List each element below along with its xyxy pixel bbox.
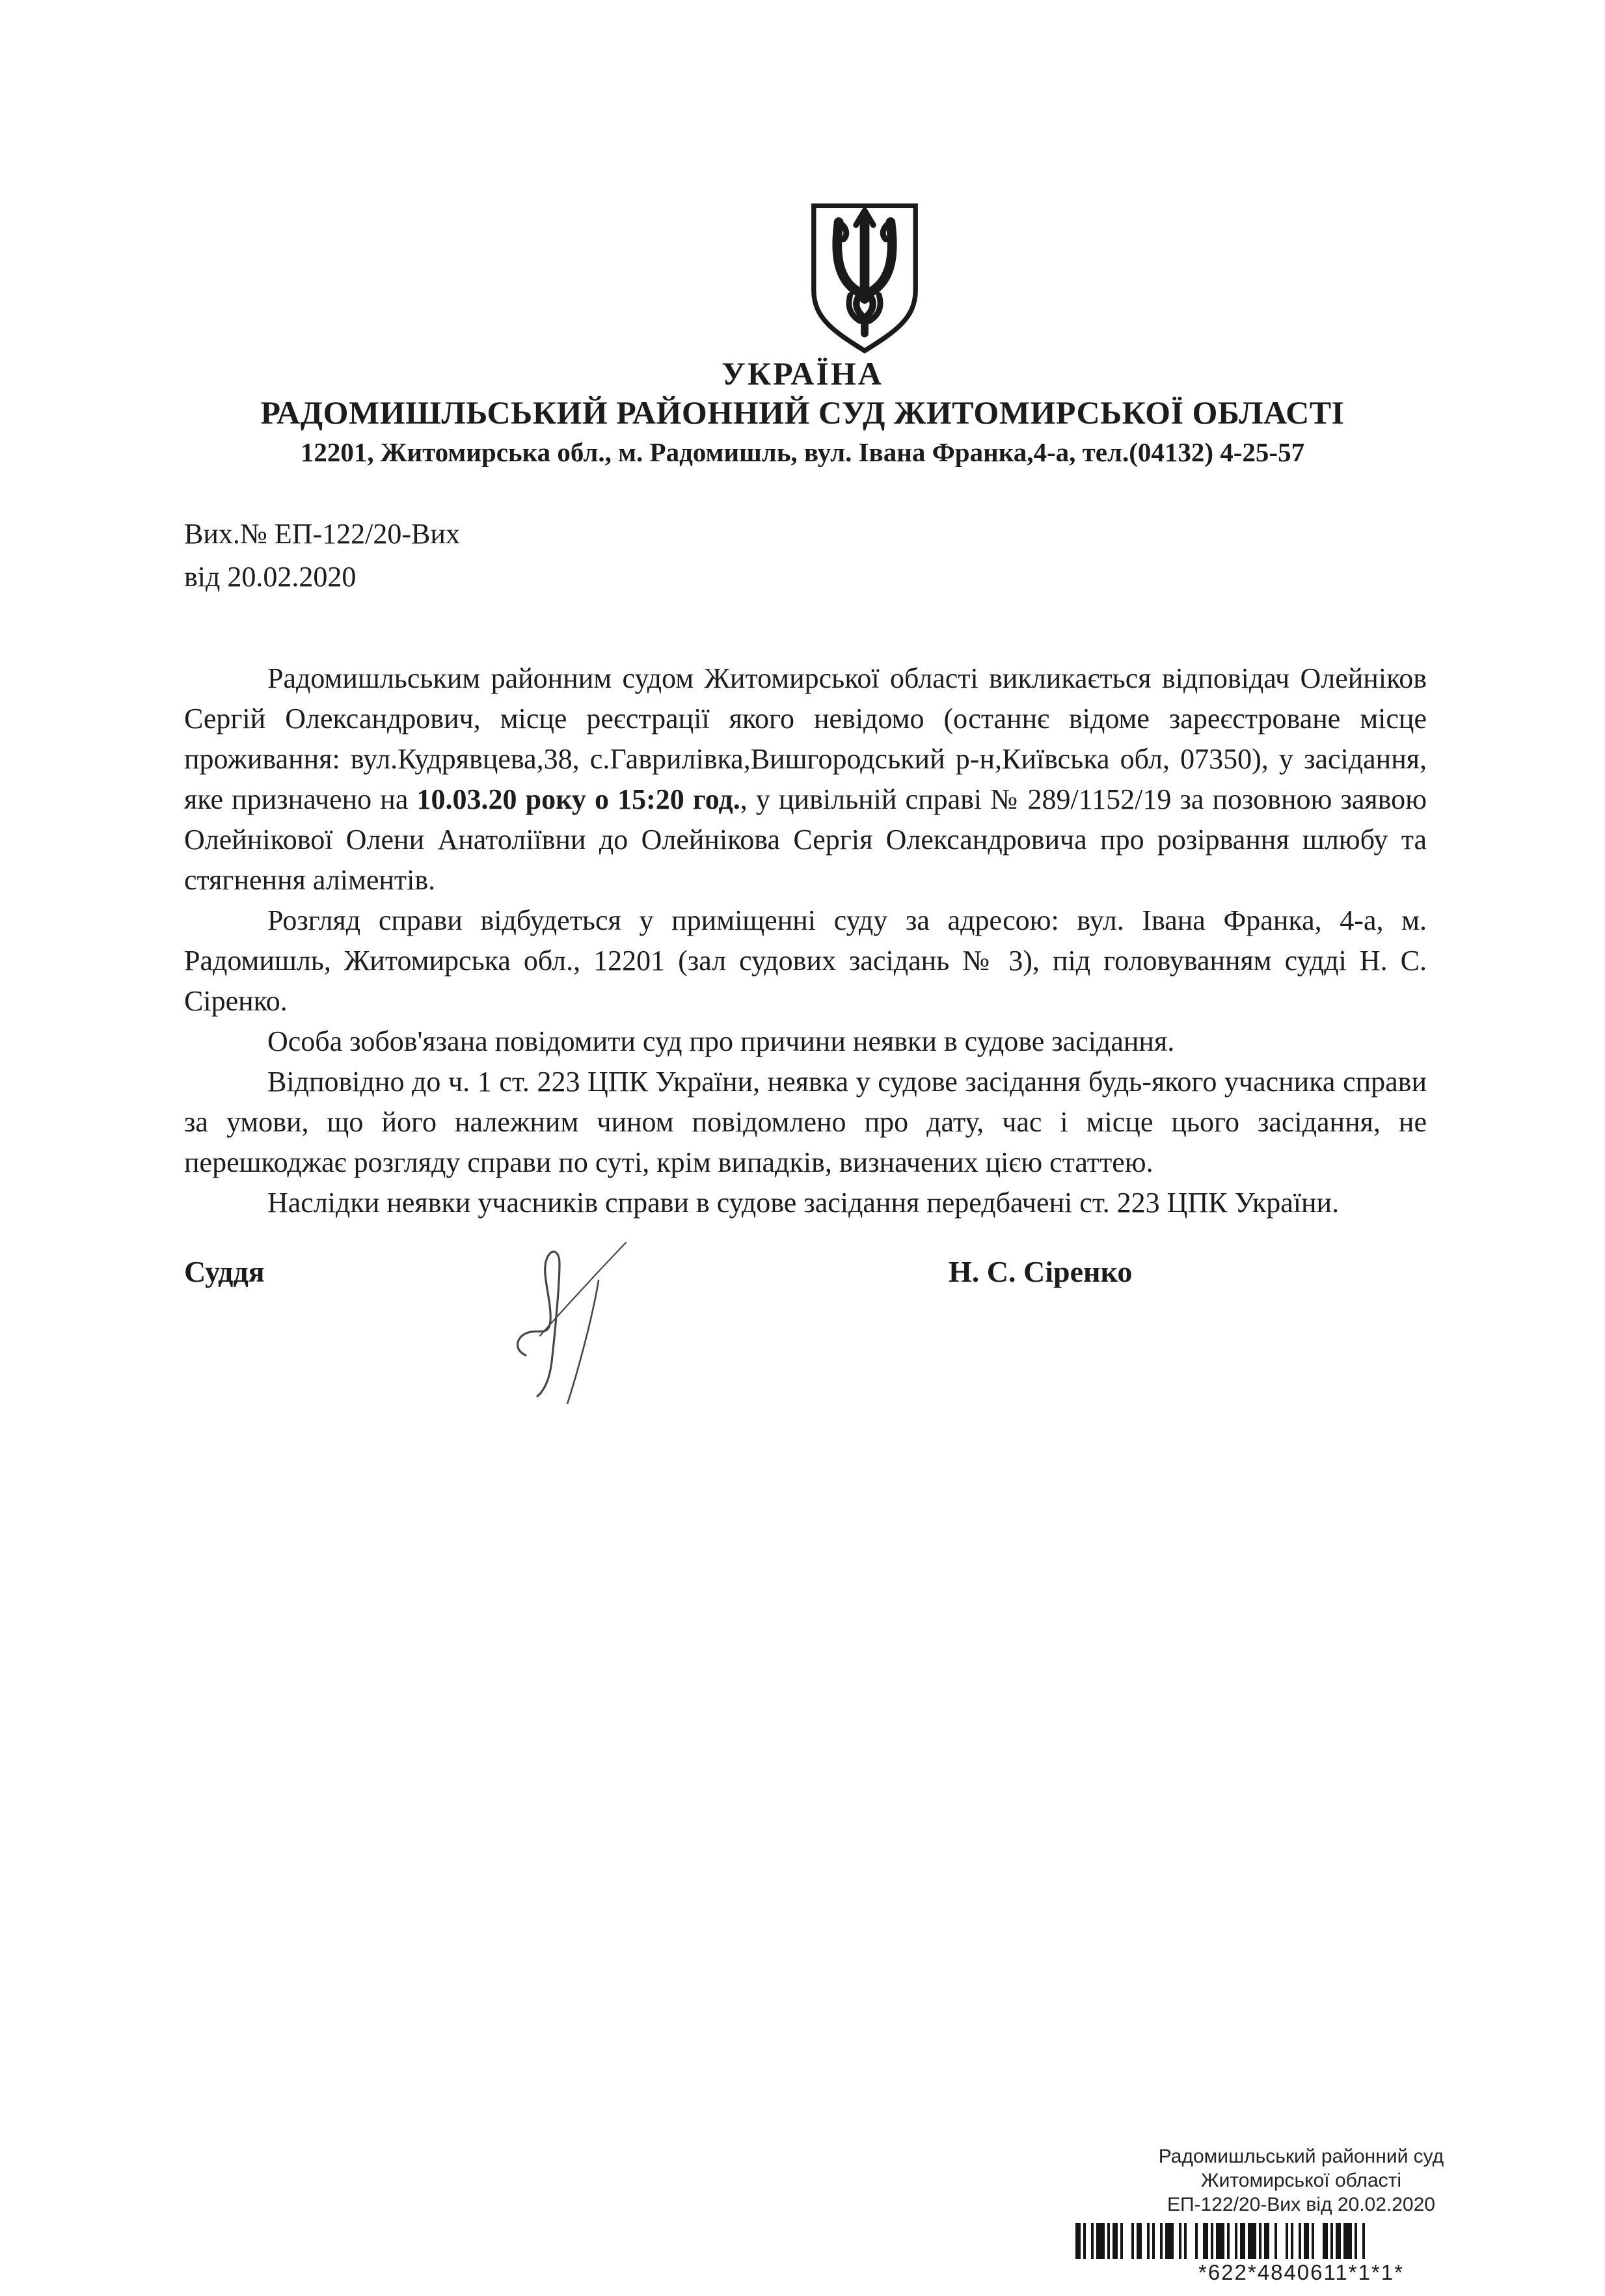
country-title: УКРАЇНА [722,355,883,392]
footer-stamp-block [1060,2144,1542,2284]
paragraph-summons [184,658,1427,900]
court-address: 12201, Житомирська обл., м. Радомишль, вул. Івана Франка,4-а, тел.(04132) 4-25-57 [300,437,1305,467]
paragraph-hearing-place: Розгляд справи відбудеться у приміщенні суду за адресою: вул. Івана Франка, 4-а, м. Радомишль, Житомирська обл., 12201 (зал судових засідань № 3), під головуванням судді Н. С. Сіренко. [184,904,1427,1017]
barcode [1075,2223,1527,2259]
hearing-datetime: 10.03.20 року о 15:20 год. [416,783,740,815]
footer-reference: ЕП-122/20-Вих від 20.02.2020 [1167,2194,1435,2215]
signature [494,1209,677,1404]
summons-text-after: , у цивільній справі № 289/1152/19 за позовною заявою Олейнікової Олени Анатоліївни до Олейнікова Сергія Олександровича про розірвання шлюбу та стягнення аліментів. [184,783,1427,896]
reference-block [184,513,460,599]
document-body [184,658,1427,1223]
paragraph-article-223: Відповідно до ч. 1 ст. 223 ЦПК України, неявка у судове засідання будь-якого учасника справи за умови, що його належним чином повідомлено про дату, час і місце цього засідання, не перешкоджає розгляду справи по суті, крім випадків, визначених цією статтею. [184,1066,1427,1178]
summons-text-before: Радомишльським районним судом Житомирської області викликається відповідач Олейніков Сергій Олександрович, місце реєстрації якого невідомо (останнє відоме зареєстроване місце проживання: вул.Кудрявцева,38, с.Гаврилівка,Вишгородський р-н,Київська обл, 07350), у засідання, яке призначено на [184,662,1427,815]
footer-court-name: Радомишльський районний суд [1158,2146,1444,2167]
paragraph-obligation: Особа зобов'язана повідомити суд про причини неявки в судове засідання. [267,1025,1175,1057]
coat-of-arms-icon [807,199,923,357]
barcode-text: *622*4840611*1*1* [1198,2260,1404,2284]
court-name: РАДОМИШЛЬСЬКИЙ РАЙОННИЙ СУД ЖИТОМИРСЬКОЇ ОБЛАСТІ [260,394,1345,431]
outgoing-number: Вих.№ ЕП-122/20-Вих [184,518,460,550]
judge-name: Н. С. Сіренко [949,1255,1133,1288]
footer-court-region: Житомирської області [1200,2170,1402,2191]
paragraph-consequences: Наслідки неявки учасників справи в судове засідання передбачені ст. 223 ЦПК України. [267,1187,1340,1219]
signer-role-label: Суддя [184,1255,265,1288]
outgoing-date: від 20.02.2020 [184,561,357,593]
